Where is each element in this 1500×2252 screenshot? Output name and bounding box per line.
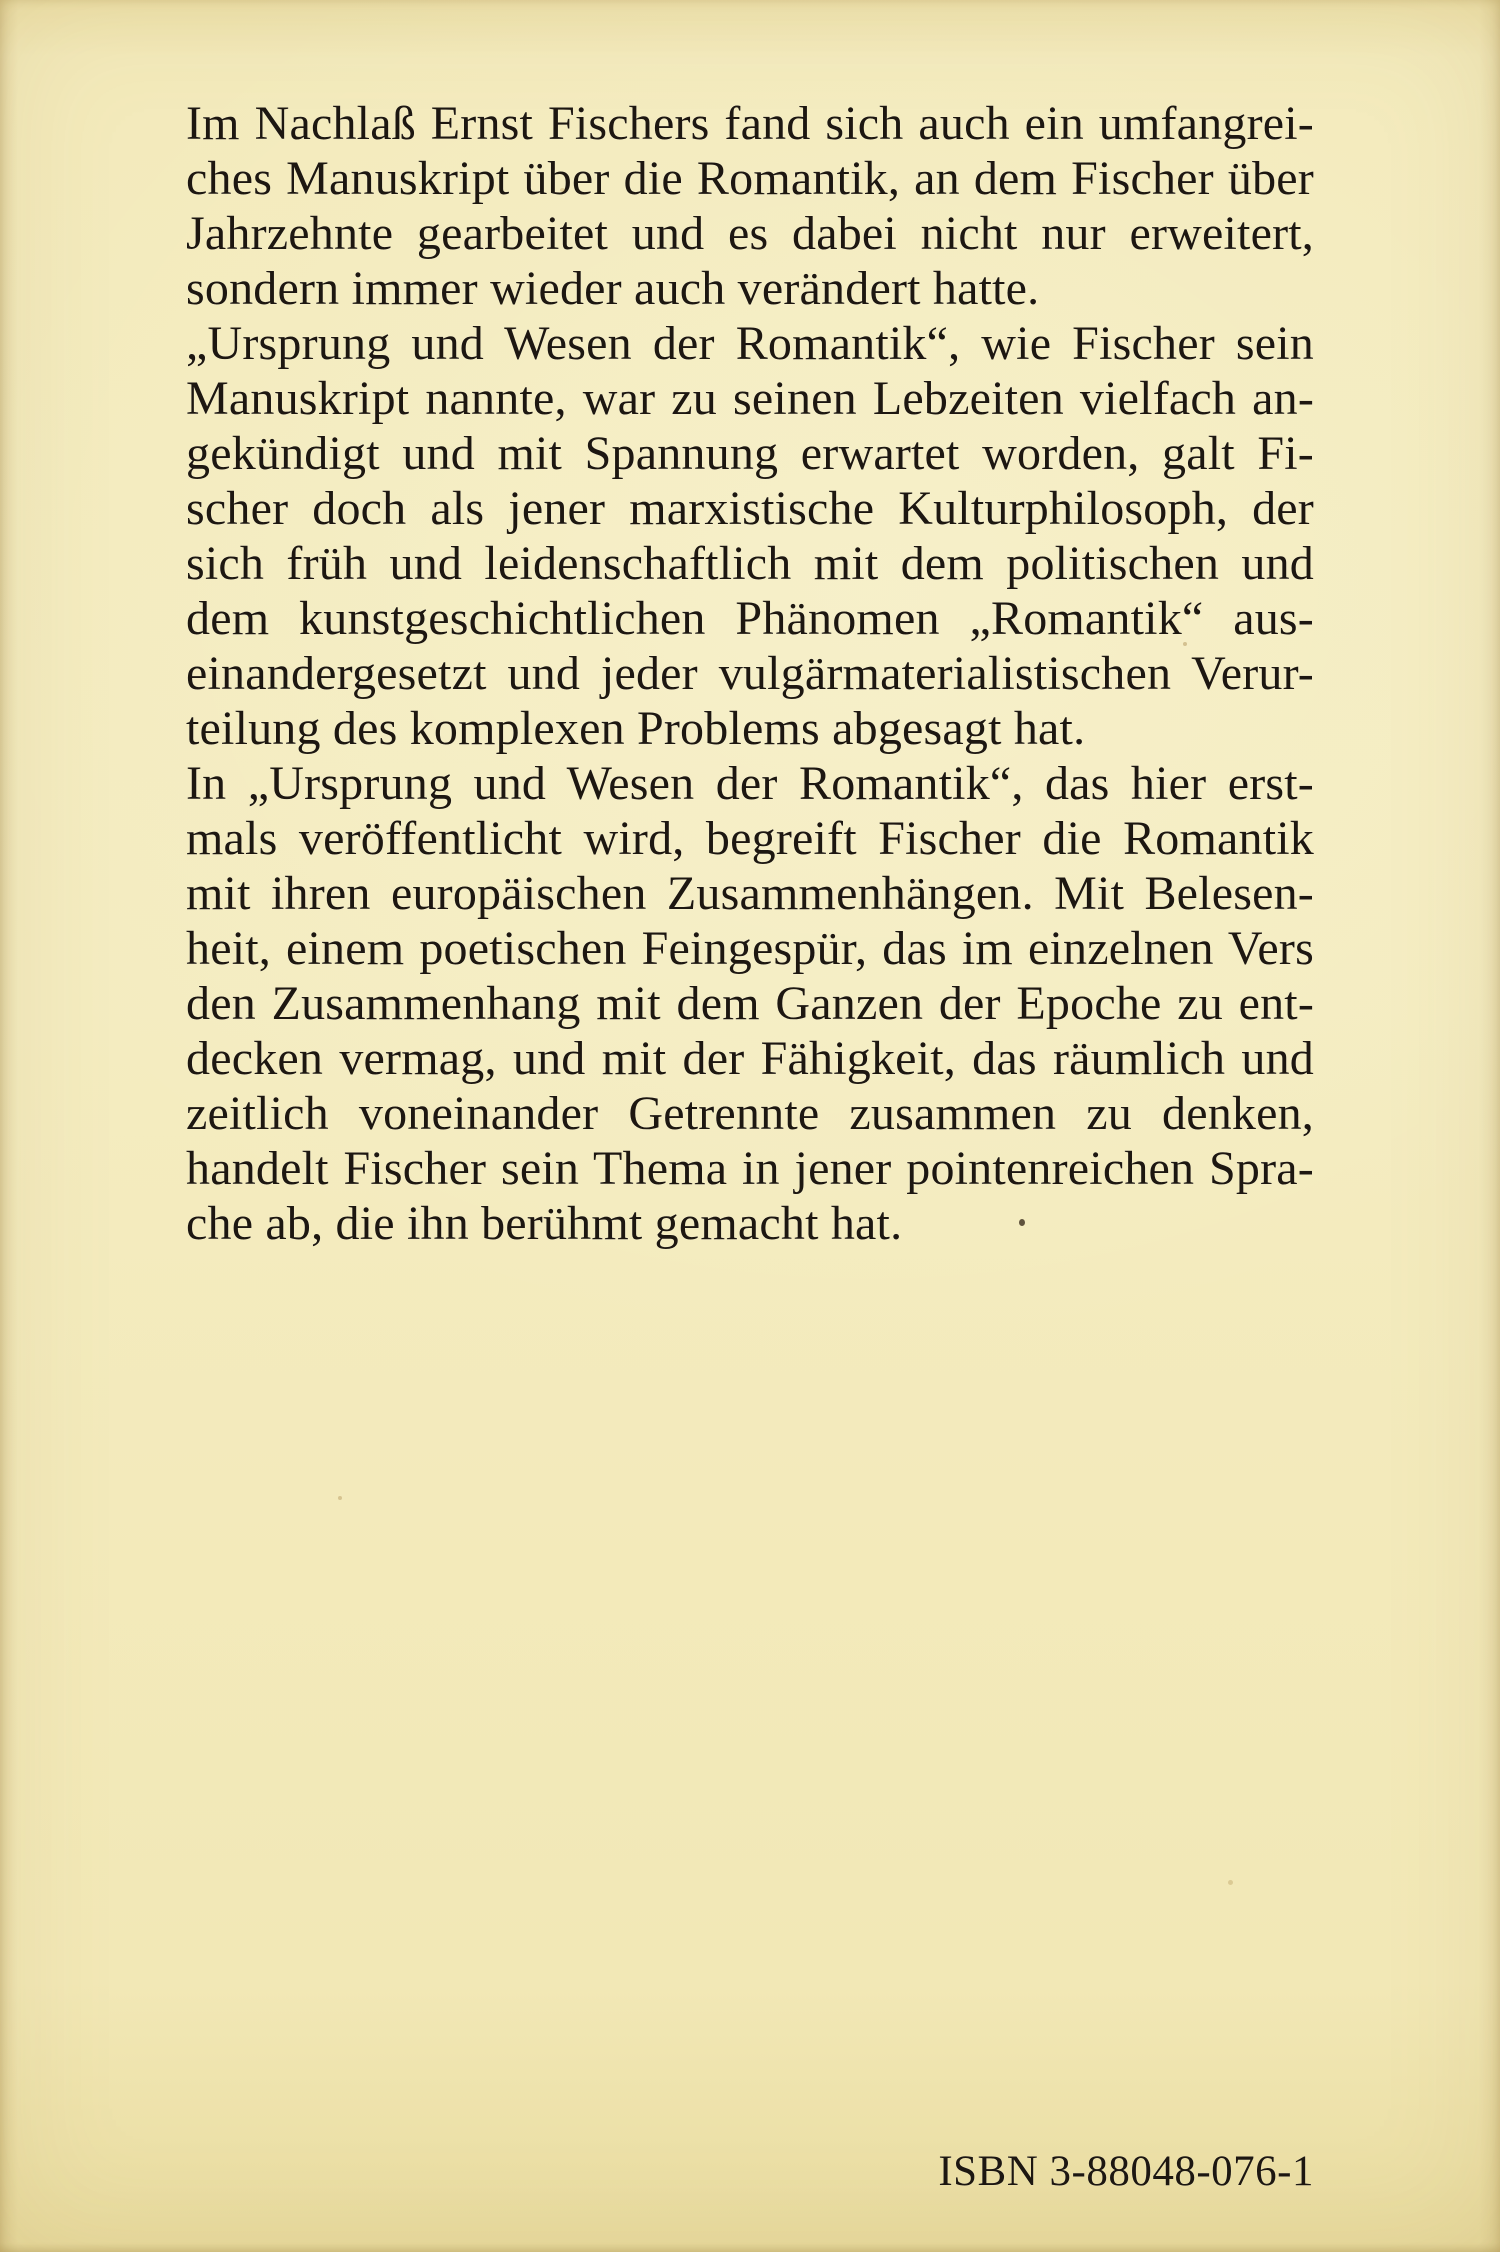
text-line: Im Nachlaß Ernst Fischers fand sich auch ein umfangrei- xyxy=(186,97,1314,150)
isbn-label: ISBN 3-88048-076-1 xyxy=(938,2148,1314,2195)
paragraph-1 xyxy=(186,96,1314,316)
blurb-text-block xyxy=(186,96,1314,1251)
text-line: handelt Fischer sein Thema in jener pointenreichen Spra- xyxy=(186,1142,1314,1195)
text-line: In „Ursprung und Wesen der Romantik“, das hier erst- xyxy=(186,757,1314,810)
text-line: zeitlich voneinander Getrennte zusammen zu denken, xyxy=(186,1087,1314,1140)
text-line: che ab, die ihn berühmt gemacht hat. xyxy=(186,1197,903,1250)
text-line: dem kunstgeschichtlichen Phänomen „Romantik“ aus- xyxy=(186,592,1314,645)
text-line: heit, einem poetischen Feingespür, das im einzelnen Vers xyxy=(186,922,1314,975)
text-line: mit ihren europäischen Zusammenhängen. Mit Belesen- xyxy=(186,867,1314,920)
paper-speck xyxy=(338,1496,342,1500)
text-line: scher doch als jener marxistische Kulturphilosoph, der xyxy=(186,482,1314,535)
text-line: gekündigt und mit Spannung erwartet worden, galt Fi- xyxy=(186,427,1314,480)
paragraph-3 xyxy=(186,756,1314,1251)
text-line: decken vermag, und mit der Fähigkeit, das räumlich und xyxy=(186,1032,1314,1085)
text-line: teilung des komplexen Problems abgesagt hat. xyxy=(186,702,1086,755)
text-line: sich früh und leidenschaftlich mit dem politischen und xyxy=(186,537,1314,590)
text-line: mals veröffentlicht wird, begreift Fischer die Romantik xyxy=(186,812,1314,865)
text-line: einandergesetzt und jeder vulgärmaterialistischen Verur- xyxy=(186,647,1314,700)
text-line: Manuskript nannte, war zu seinen Lebzeiten vielfach an- xyxy=(186,372,1314,425)
paragraph-2 xyxy=(186,316,1314,756)
text-line: den Zusammenhang mit dem Ganzen der Epoche zu ent- xyxy=(186,977,1314,1030)
text-line: Jahrzehnte gearbeitet und es dabei nicht nur erweitert, xyxy=(186,207,1314,260)
text-line: ches Manuskript über die Romantik, an dem Fischer über xyxy=(186,152,1314,205)
paper-speck xyxy=(1228,1880,1233,1885)
text-line: „Ursprung und Wesen der Romantik“, wie Fischer sein xyxy=(186,317,1314,370)
text-line: sondern immer wieder auch verändert hatte. xyxy=(186,262,1040,315)
